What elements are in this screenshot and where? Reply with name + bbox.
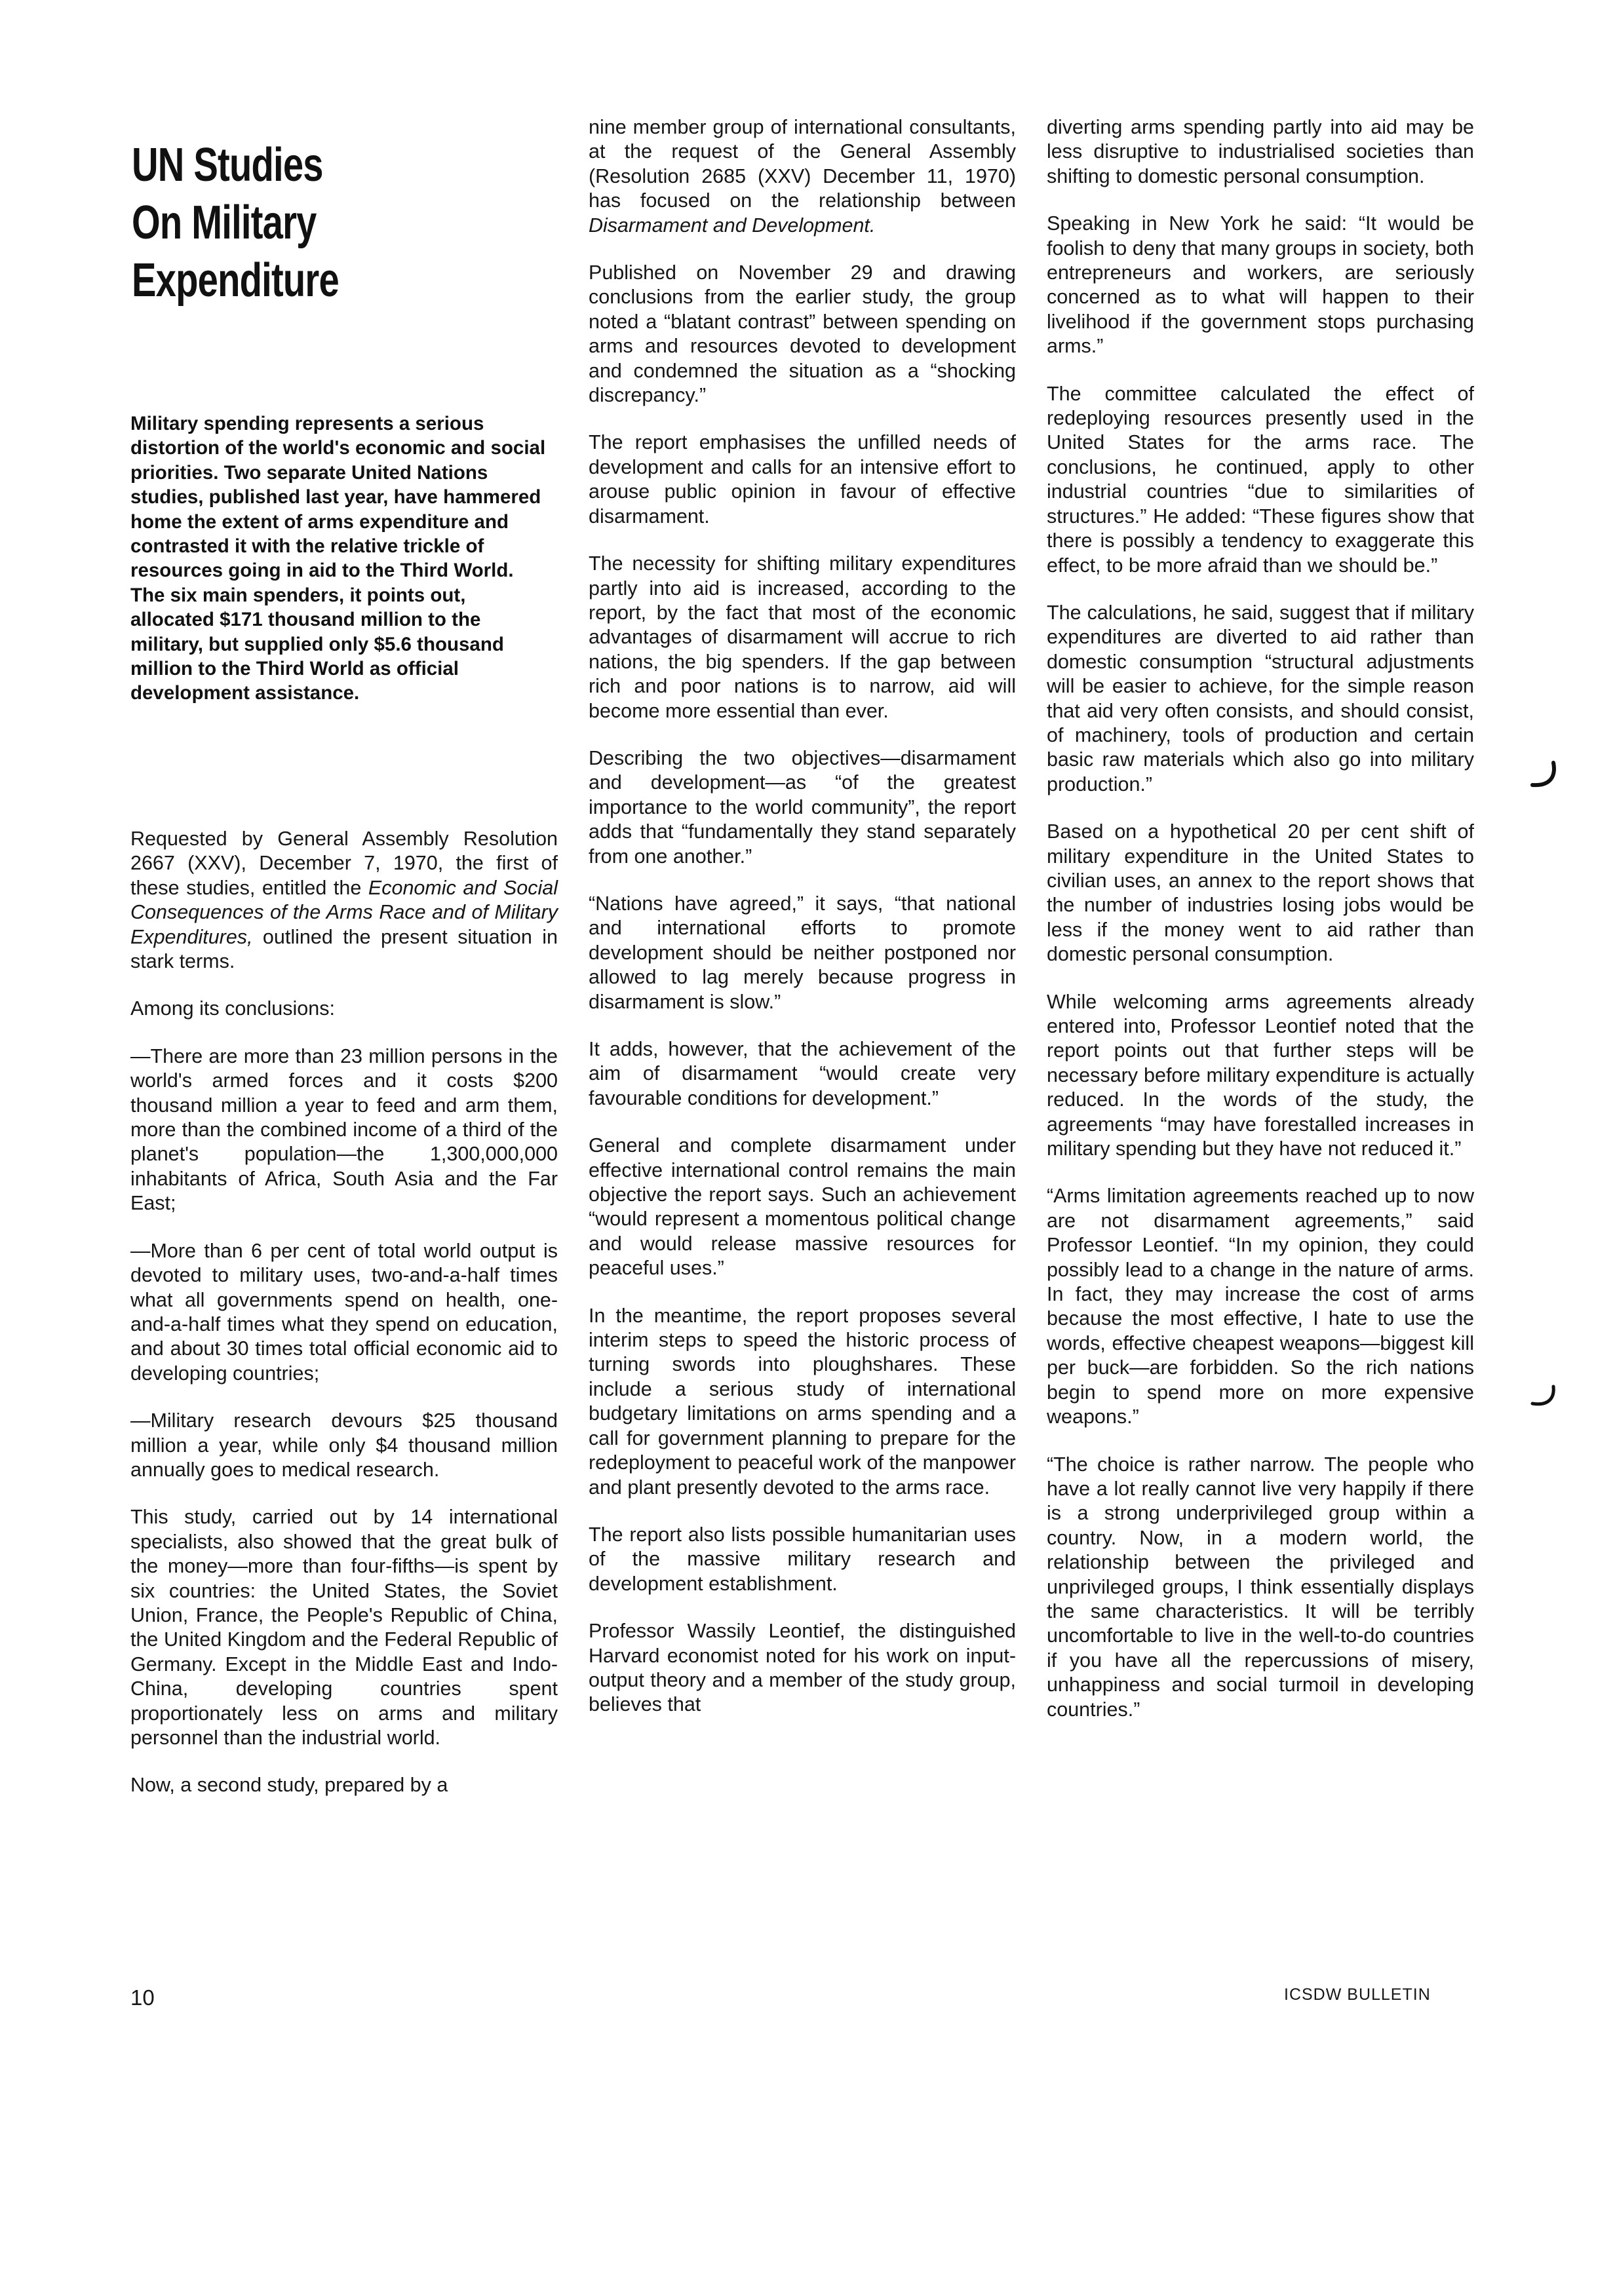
binding-mark-icon bbox=[1527, 1383, 1560, 1415]
paragraph: The committee calculated the effect of redeploying resources presently used in the United States for the arms race. The conclusions, he continued, apply to other industrial countries “due to similarities of structures.” He added: “These figures show that there is possibly a tendency to exaggerate this effect, to be more afraid than we should be.” bbox=[1047, 382, 1474, 577]
paragraph: The necessity for shifting military expenditures partly into aid is increased, according to the report, by the fact that most of the economic advantages of disarmament will accrue to rich nations, the big spenders. If the gap between rich and poor nations is to narrow, aid will become more essential than ever. bbox=[589, 552, 1016, 722]
paragraph: The calculations, he said, suggest that if military expenditures are diverted to aid rather than domestic consumption “structural adjustments will be easier to achieve, for the simple reason that aid very often consists, and should consist, of machinery, tools of production and certain basic raw materials which also go into military production.” bbox=[1047, 601, 1474, 795]
paragraph: It adds, however, that the achievement of the aim of disarmament “would create very favourable conditions for development.” bbox=[589, 1038, 1016, 1109]
paragraph: The report also lists possible humanitarian uses of the massive military research and development establishment. bbox=[589, 1523, 1016, 1595]
paragraph: Describing the two objectives—disarmament and development—as “of the greatest importance to the world community”, the report adds that “fundamentally they stand separately from one another.” bbox=[589, 746, 1016, 868]
paragraph: Speaking in New York he said: “It would be foolish to deny that many groups in society, both entrepreneurs and workers, are seriously concerned as to what will happen to their livelihood if the government stops purchasing arms.” bbox=[1047, 212, 1474, 358]
paragraph: In the meantime, the report proposes several interim steps to speed the historic process of turning swords into ploughshares. These include a serious study of international budgetary limitations on arms spending and a call for government planning to prepare for the redeployment to peaceful work of the manpower and plant presently devoted to the arms race. bbox=[589, 1304, 1016, 1499]
paragraph: diverting arms spending partly into aid may be less disruptive to industrialised societies than shifting to domestic personal consumption. bbox=[1047, 116, 1474, 187]
paragraph-text: Requested by General Assembly Resolution 2667 (XXV), December 7, 1970, the first of these studies, entitled the bbox=[130, 828, 558, 899]
article-title-line-2: On Military bbox=[132, 197, 317, 249]
article-title-line-1: UN Studies bbox=[132, 139, 323, 191]
paragraph: Now, a second study, prepared by a bbox=[130, 1774, 448, 1797]
article-title bbox=[132, 136, 438, 309]
page-number: 10 bbox=[130, 1985, 155, 2010]
paragraph: Published on November 29 and drawing conclusions from the earlier study, the group noted a “blatant contrast” between spending on arms and resources devoted to development and condemned the situation as a “shocking discrepancy.” bbox=[589, 261, 1016, 407]
paragraph: Based on a hypothetical 20 per cent shift of military expenditure in the United States to civilian uses, an annex to the report shows that the number of industries losing jobs would be less if the money went to aid rather than domestic personal consumption. bbox=[1047, 820, 1474, 966]
paragraph: —More than 6 per cent of total world output is devoted to military uses, two-and-a-half times what all governments spend on health, one-and-a-half times what they spend on education, and about 30 times total official economic aid to developing countries; bbox=[130, 1239, 558, 1385]
paragraph-text: outlined the present situation in stark terms. bbox=[130, 925, 558, 973]
paragraph: “Nations have agreed,” it says, “that national and international efforts to promote development should be neither postponed nor allowed to lag merely because progress in disarmament is slow.” bbox=[589, 892, 1016, 1013]
paragraph: This study, carried out by 14 international specialists, also showed that the great bulk of the money—more than four-fifths—is spent by six countries: the United States, the Soviet Union, France, the People's Republic of China, the United Kingdom and the Federal Republic of Germany. Except in the Middle East and Indo-China, developing countries spent proportionately less on arms and military personnel than the industrial world. bbox=[130, 1506, 558, 1749]
study-title-italic: Economic and Social Consequences of the Arms Race and of Military Expenditures, bbox=[130, 876, 558, 948]
paragraph bbox=[130, 827, 558, 974]
paragraph: The report emphasises the unfilled needs of development and calls for an intensive effort to arouse public opinion in favour of effective disarmament. bbox=[589, 431, 1016, 527]
paragraph bbox=[589, 115, 1016, 238]
paragraph: —There are more than 23 million persons in the world's armed forces and it costs $200 thousand million a year to feed and arm them, more than the combined income of a third of the planet's population—the 1,300,000,000 inhabitants of Africa, South Asia and the Far East; bbox=[130, 1044, 558, 1215]
binding-mark-icon bbox=[1527, 760, 1560, 793]
paragraph: General and complete disarmament under effective international control remains the main objective the report says. Such an achievement “would represent a momentous political change and would release massive resources for peaceful uses.” bbox=[589, 1134, 1016, 1280]
column-1 bbox=[130, 827, 558, 1821]
paragraph: —Military research devours $25 thousand million a year, while only $4 thousand million annually goes to medical research. bbox=[130, 1409, 558, 1481]
column-2 bbox=[589, 115, 1016, 1740]
article-standfirst: Military spending represents a serious distortion of the world's economic and social priorities. Two separate United Nations studies, published last year, have hammered home the extent of arms expenditure and contrasted it with the relative trickle of resources going in aid to the Third World. The six main spenders, it points out, allocated $171 thousand million to the military, but supplied only $5.6 thousand million to the Third World as official development assistance. bbox=[130, 413, 546, 704]
paragraph-text: nine member group of international consultants, at the request of the General Assembly (Resolution 2685 (XXV) December 11, 1970) has focused on the relationship between bbox=[589, 116, 1016, 212]
article-title-line-3: Expenditure bbox=[132, 254, 339, 307]
paragraph: “The choice is rather narrow. The people who have a lot really cannot live very happily if there is a strong underprivileged group within a country. Now, in a modern world, the relationship between the privileged and unprivileged groups, I think essentially displays the same characteristics. It will be terribly uncomfortable to live in the well-to-do countries if you have all the repercussions of misery, unhappiness and social turmoil in developing countries.” bbox=[1047, 1453, 1474, 1721]
paragraph: While welcoming arms agreements already entered into, Professor Leontief noted that the report points out that further steps will be necessary before military expenditure is actually reduced. In the words of the study, the agreements “may have forestalled increases in military spending but they have not reduced it.” bbox=[1047, 990, 1474, 1160]
publication-name: ICSDW BULLETIN bbox=[1284, 1985, 1431, 2004]
paragraph: “Arms limitation agreements reached up to now are not disarmament agreements,” said Professor Leontief. “In my opinion, they could possibly lead to a change in the nature of arms. In fact, they may increase the cost of arms because the most effective, I hate to use the words, effective cheapest weapons—biggest kill per buck—are forbidden. So the rich nations begin to spend more on more expensive weapons.” bbox=[1047, 1185, 1474, 1428]
paragraph: Professor Wassily Leontief, the distinguished Harvard economist noted for his work on input-output theory and a member of the study group, believes that bbox=[589, 1620, 1016, 1716]
column-3 bbox=[1047, 115, 1474, 1745]
report-title-italic: Disarmament and Development. bbox=[589, 214, 876, 237]
paragraph: Among its conclusions: bbox=[130, 997, 335, 1020]
